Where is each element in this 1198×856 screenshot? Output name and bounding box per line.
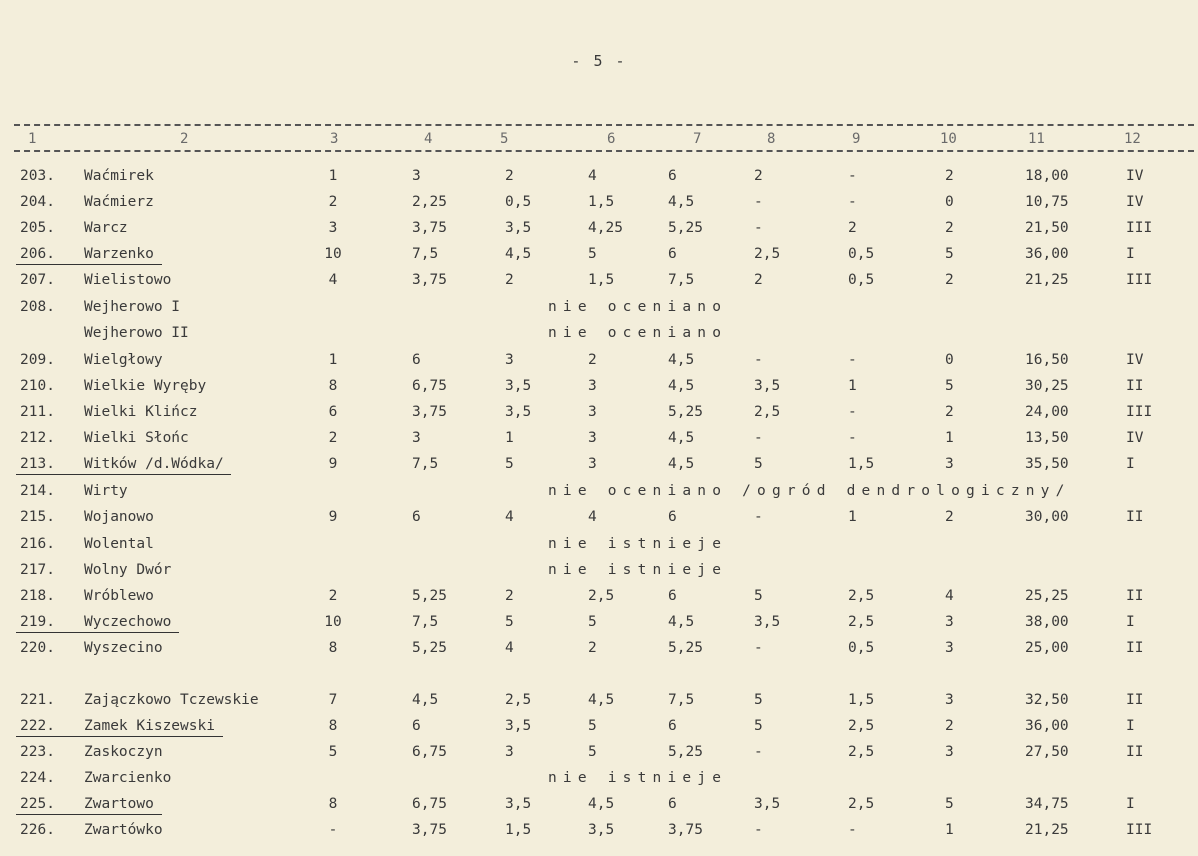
cell-col-9: -: [848, 194, 857, 210]
cell-col-6: 3,5: [588, 822, 615, 838]
cell-col-10: 2: [945, 220, 954, 236]
cell-col-9: 2,5: [848, 614, 875, 630]
cell-col-7: 4,5: [668, 614, 695, 630]
row-note: nie oceniano /ogród dendrologiczny/: [548, 483, 1071, 499]
cell-col-3: 5: [328, 744, 338, 760]
row-number: 209.: [20, 352, 55, 368]
row-number: 221.: [20, 692, 55, 708]
row-note: nie istnieje: [548, 562, 728, 578]
place-name: Wyczechowo: [84, 614, 172, 630]
cell-col-9: 1,5: [848, 692, 875, 708]
cell-col-6: 3: [588, 404, 597, 420]
cell-col-10: 3: [945, 692, 954, 708]
place-name: Wielkie Wyręby: [84, 378, 207, 394]
column-header: 6: [607, 131, 616, 147]
cell-col-8: 5: [754, 456, 763, 472]
cell-col-5: 2: [505, 168, 514, 184]
table-row: [0, 533, 1198, 555]
cell-col-8: 3,5: [754, 796, 781, 812]
cell-col-6: 4,5: [588, 692, 615, 708]
cell-col-11: 21,25: [1025, 822, 1069, 838]
cell-col-12: II: [1126, 640, 1144, 656]
cell-col-9: 0,5: [848, 640, 875, 656]
cell-col-12: II: [1126, 509, 1144, 525]
cell-col-11: 27,50: [1025, 744, 1069, 760]
table-row: [0, 427, 1198, 449]
cell-col-6: 5: [588, 246, 597, 262]
cell-col-11: 25,00: [1025, 640, 1069, 656]
cell-col-4: 6: [412, 352, 421, 368]
cell-col-10: 3: [945, 614, 954, 630]
table-row: [0, 767, 1198, 789]
cell-col-12: II: [1126, 692, 1144, 708]
place-name: Zaskoczyn: [84, 744, 163, 760]
table-row: [0, 296, 1198, 318]
cell-col-4: 6,75: [412, 378, 447, 394]
table-row: [0, 506, 1198, 528]
row-number: 223.: [20, 744, 55, 760]
cell-col-10: 0: [945, 352, 954, 368]
place-name: Warcz: [84, 220, 128, 236]
cell-col-3: 9: [328, 456, 338, 472]
row-note: nie istnieje: [548, 770, 728, 786]
row-number: 216.: [20, 536, 55, 552]
table-row: [0, 375, 1198, 397]
place-name: Witków /d.Wódka/: [84, 456, 224, 472]
place-name: Wolental: [84, 536, 154, 552]
cell-col-7: 6: [668, 246, 677, 262]
cell-col-5: 4: [505, 509, 514, 525]
cell-col-8: 2,5: [754, 246, 781, 262]
cell-col-8: 2: [754, 168, 763, 184]
cell-col-11: 16,50: [1025, 352, 1069, 368]
column-header: 7: [693, 131, 702, 147]
cell-col-3: 2: [328, 194, 338, 210]
table-row: [0, 191, 1198, 213]
cell-col-3: 6: [328, 404, 338, 420]
cell-col-10: 1: [945, 822, 954, 838]
cell-col-3: 10: [324, 614, 342, 630]
cell-col-10: 0: [945, 194, 954, 210]
cell-col-5: 5: [505, 614, 514, 630]
row-number: 222.: [20, 718, 55, 734]
cell-col-11: 32,50: [1025, 692, 1069, 708]
cell-col-12: IV: [1126, 194, 1144, 210]
row-number: 217.: [20, 562, 55, 578]
cell-col-5: 4,5: [505, 246, 532, 262]
cell-col-10: 5: [945, 246, 954, 262]
cell-col-6: 1,5: [588, 194, 615, 210]
cell-col-5: 3,5: [505, 378, 532, 394]
cell-col-4: 6,75: [412, 744, 447, 760]
cell-col-9: 0,5: [848, 246, 875, 262]
place-name: Zwarcienko: [84, 770, 172, 786]
cell-col-8: 5: [754, 588, 763, 604]
cell-col-9: 0,5: [848, 272, 875, 288]
cell-col-6: 5: [588, 744, 597, 760]
cell-col-9: -: [848, 822, 857, 838]
row-number: 204.: [20, 194, 55, 210]
cell-col-3: 3: [328, 220, 338, 236]
table-row: [0, 269, 1198, 291]
cell-col-6: 3: [588, 456, 597, 472]
cell-col-9: 1: [848, 378, 857, 394]
cell-col-8: 5: [754, 692, 763, 708]
place-name: Zwartowo: [84, 796, 154, 812]
page-number: - 5 -: [571, 52, 627, 70]
cell-col-7: 6: [668, 796, 677, 812]
cell-col-3: 8: [328, 640, 338, 656]
row-number: 214.: [20, 483, 55, 499]
cell-col-12: I: [1126, 796, 1135, 812]
row-number: 218.: [20, 588, 55, 604]
place-name: Wielistowo: [84, 272, 172, 288]
cell-col-7: 5,25: [668, 640, 703, 656]
cell-col-5: 3: [505, 744, 514, 760]
place-name: Wielki Klińcz: [84, 404, 198, 420]
cell-col-3: 2: [328, 430, 338, 446]
cell-col-11: 25,25: [1025, 588, 1069, 604]
cell-col-10: 3: [945, 640, 954, 656]
row-number: 211.: [20, 404, 55, 420]
cell-col-6: 5: [588, 718, 597, 734]
cell-col-6: 3: [588, 430, 597, 446]
cell-col-7: 4,5: [668, 352, 695, 368]
place-name: Warzenko: [84, 246, 154, 262]
place-name: Wejherowo II: [84, 325, 189, 341]
cell-col-7: 5,25: [668, 404, 703, 420]
cell-col-3: 10: [324, 246, 342, 262]
cell-col-4: 6,75: [412, 796, 447, 812]
cell-col-12: IV: [1126, 352, 1144, 368]
row-number: 205.: [20, 220, 55, 236]
row-note: nie oceniano: [548, 325, 728, 341]
cell-col-11: 38,00: [1025, 614, 1069, 630]
cell-col-7: 6: [668, 718, 677, 734]
cell-col-11: 30,00: [1025, 509, 1069, 525]
row-note: nie istnieje: [548, 536, 728, 552]
cell-col-4: 7,5: [412, 614, 439, 630]
row-number: 203.: [20, 168, 55, 184]
cell-col-11: 34,75: [1025, 796, 1069, 812]
cell-col-5: 3,5: [505, 404, 532, 420]
cell-col-9: 2,5: [848, 744, 875, 760]
cell-col-6: 4: [588, 509, 597, 525]
place-name: Wirty: [84, 483, 128, 499]
cell-col-9: 2,5: [848, 588, 875, 604]
cell-col-4: 7,5: [412, 246, 439, 262]
cell-col-9: -: [848, 168, 857, 184]
cell-col-7: 4,5: [668, 456, 695, 472]
cell-col-3: 2: [328, 588, 338, 604]
cell-col-7: 6: [668, 509, 677, 525]
cell-col-3: 8: [328, 796, 338, 812]
cell-col-4: 7,5: [412, 456, 439, 472]
cell-col-8: -: [754, 640, 763, 656]
cell-col-6: 1,5: [588, 272, 615, 288]
cell-col-8: 5: [754, 718, 763, 734]
cell-col-10: 2: [945, 272, 954, 288]
cell-col-5: 1,5: [505, 822, 532, 838]
row-number: 220.: [20, 640, 55, 656]
cell-col-12: IV: [1126, 430, 1144, 446]
cell-col-12: I: [1126, 718, 1135, 734]
cell-col-8: -: [754, 744, 763, 760]
column-header: 4: [424, 131, 433, 147]
cell-col-4: 3,75: [412, 822, 447, 838]
cell-col-8: -: [754, 430, 763, 446]
column-header: 1: [28, 131, 37, 147]
cell-col-12: I: [1126, 614, 1135, 630]
place-name: Wolny Dwór: [84, 562, 172, 578]
cell-col-4: 3,75: [412, 272, 447, 288]
table-row: [0, 585, 1198, 607]
table-row: [0, 741, 1198, 763]
cell-col-12: I: [1126, 456, 1135, 472]
table-row: [0, 611, 1198, 633]
cell-col-11: 30,25: [1025, 378, 1069, 394]
cell-col-8: -: [754, 194, 763, 210]
place-name: Wyszecino: [84, 640, 163, 656]
row-number: 206.: [20, 246, 55, 262]
cell-col-12: III: [1126, 272, 1153, 288]
cell-col-9: 2,5: [848, 718, 875, 734]
cell-col-4: 2,25: [412, 194, 447, 210]
cell-col-12: II: [1126, 744, 1144, 760]
row-note: nie oceniano: [548, 299, 728, 315]
cell-col-6: 3: [588, 378, 597, 394]
place-name: Zamek Kiszewski: [84, 718, 215, 734]
place-name: Waćmirek: [84, 168, 154, 184]
cell-col-7: 6: [668, 168, 677, 184]
table-row: [0, 349, 1198, 371]
row-number: 212.: [20, 430, 55, 446]
place-name: Wojanowo: [84, 509, 154, 525]
cell-col-7: 4,5: [668, 378, 695, 394]
cell-col-4: 3,75: [412, 220, 447, 236]
place-name: Zajączkowo Tczewskie: [84, 692, 259, 708]
row-number: 226.: [20, 822, 55, 838]
cell-col-5: 4: [505, 640, 514, 656]
cell-col-5: 3: [505, 352, 514, 368]
column-header: 8: [767, 131, 776, 147]
cell-col-10: 4: [945, 588, 954, 604]
cell-col-9: 1: [848, 509, 857, 525]
cell-col-7: 5,25: [668, 220, 703, 236]
table-row: [0, 559, 1198, 581]
row-number: 225.: [20, 796, 55, 812]
cell-col-4: 4,5: [412, 692, 439, 708]
place-name: Wielgłowy: [84, 352, 163, 368]
cell-col-3: 8: [328, 718, 338, 734]
cell-col-8: -: [754, 822, 763, 838]
cell-col-10: 2: [945, 404, 954, 420]
cell-col-9: -: [848, 352, 857, 368]
row-underline: [16, 264, 162, 265]
table-row: [0, 819, 1198, 841]
column-header: 12: [1124, 131, 1141, 147]
row-number: 219.: [20, 614, 55, 630]
cell-col-5: 5: [505, 456, 514, 472]
cell-col-4: 6: [412, 509, 421, 525]
cell-col-12: III: [1126, 822, 1153, 838]
place-name: Waćmierz: [84, 194, 154, 210]
cell-col-3: 4: [328, 272, 338, 288]
cell-col-4: 6: [412, 718, 421, 734]
cell-col-8: -: [754, 352, 763, 368]
cell-col-4: 3: [412, 168, 421, 184]
cell-col-11: 21,25: [1025, 272, 1069, 288]
cell-col-10: 3: [945, 744, 954, 760]
column-header: 11: [1028, 131, 1045, 147]
cell-col-3: 9: [328, 509, 338, 525]
place-name: Zwartówko: [84, 822, 163, 838]
table-row: [0, 217, 1198, 239]
cell-col-6: 2: [588, 352, 597, 368]
cell-col-9: 2: [848, 220, 857, 236]
cell-col-5: 2,5: [505, 692, 532, 708]
table-row: [0, 637, 1198, 659]
cell-col-7: 7,5: [668, 692, 695, 708]
cell-col-10: 3: [945, 456, 954, 472]
row-number: 207.: [20, 272, 55, 288]
cell-col-3: 1: [328, 168, 338, 184]
cell-col-11: 36,00: [1025, 246, 1069, 262]
cell-col-7: 7,5: [668, 272, 695, 288]
cell-col-10: 2: [945, 718, 954, 734]
cell-col-8: 3,5: [754, 614, 781, 630]
cell-col-3: -: [328, 822, 338, 838]
row-underline: [16, 474, 231, 475]
cell-col-11: 13,50: [1025, 430, 1069, 446]
cell-col-5: 3,5: [505, 796, 532, 812]
cell-col-6: 5: [588, 614, 597, 630]
row-underline: [16, 814, 162, 815]
column-header: 3: [330, 131, 339, 147]
row-underline: [16, 736, 223, 737]
cell-col-11: 18,00: [1025, 168, 1069, 184]
cell-col-4: 3,75: [412, 404, 447, 420]
table-row: [0, 480, 1198, 502]
cell-col-11: 36,00: [1025, 718, 1069, 734]
row-number: 210.: [20, 378, 55, 394]
cell-col-10: 2: [945, 509, 954, 525]
cell-col-11: 10,75: [1025, 194, 1069, 210]
cell-col-5: 3,5: [505, 220, 532, 236]
cell-col-12: III: [1126, 220, 1153, 236]
cell-col-6: 4,25: [588, 220, 623, 236]
cell-col-5: 2: [505, 272, 514, 288]
column-header: 2: [180, 131, 189, 147]
cell-col-11: 21,50: [1025, 220, 1069, 236]
cell-col-5: 2: [505, 588, 514, 604]
row-number: 208.: [20, 299, 55, 315]
row-number: 224.: [20, 770, 55, 786]
cell-col-12: II: [1126, 588, 1144, 604]
cell-col-7: 5,25: [668, 744, 703, 760]
cell-col-9: 1,5: [848, 456, 875, 472]
cell-col-9: 2,5: [848, 796, 875, 812]
cell-col-6: 2,5: [588, 588, 615, 604]
cell-col-12: I: [1126, 246, 1135, 262]
cell-col-7: 3,75: [668, 822, 703, 838]
table-row: [0, 453, 1198, 475]
column-header: 10: [940, 131, 957, 147]
cell-col-7: 4,5: [668, 194, 695, 210]
column-header: 5: [500, 131, 509, 147]
cell-col-8: -: [754, 220, 763, 236]
row-underline: [16, 632, 179, 633]
cell-col-6: 4,5: [588, 796, 615, 812]
cell-col-12: III: [1126, 404, 1153, 420]
cell-col-5: 3,5: [505, 718, 532, 734]
cell-col-11: 35,50: [1025, 456, 1069, 472]
table-row: [0, 243, 1198, 265]
cell-col-8: 3,5: [754, 378, 781, 394]
cell-col-10: 2: [945, 168, 954, 184]
cell-col-3: 8: [328, 378, 338, 394]
cell-col-3: 7: [328, 692, 338, 708]
cell-col-6: 2: [588, 640, 597, 656]
cell-col-9: -: [848, 404, 857, 420]
table-row: [0, 322, 1198, 344]
cell-col-5: 1: [505, 430, 514, 446]
table-row: [0, 793, 1198, 815]
cell-col-10: 5: [945, 378, 954, 394]
table-row: [0, 165, 1198, 187]
cell-col-8: 2,5: [754, 404, 781, 420]
cell-col-4: 3: [412, 430, 421, 446]
place-name: Wejherowo I: [84, 299, 181, 315]
cell-col-9: -: [848, 430, 857, 446]
table-row: [0, 689, 1198, 711]
row-number: 213.: [20, 456, 55, 472]
row-number: 215.: [20, 509, 55, 525]
cell-col-4: 5,25: [412, 640, 447, 656]
place-name: Wielki Słońc: [84, 430, 189, 446]
place-name: Wróblewo: [84, 588, 154, 604]
cell-col-3: 1: [328, 352, 338, 368]
table-row: [0, 401, 1198, 423]
cell-col-12: IV: [1126, 168, 1144, 184]
cell-col-11: 24,00: [1025, 404, 1069, 420]
cell-col-10: 1: [945, 430, 954, 446]
table-row: [0, 715, 1198, 737]
cell-col-10: 5: [945, 796, 954, 812]
cell-col-4: 5,25: [412, 588, 447, 604]
cell-col-7: 6: [668, 588, 677, 604]
cell-col-8: -: [754, 509, 763, 525]
column-header: 9: [852, 131, 861, 147]
cell-col-5: 0,5: [505, 194, 532, 210]
cell-col-12: II: [1126, 378, 1144, 394]
cell-col-7: 4,5: [668, 430, 695, 446]
cell-col-8: 2: [754, 272, 763, 288]
cell-col-6: 4: [588, 168, 597, 184]
